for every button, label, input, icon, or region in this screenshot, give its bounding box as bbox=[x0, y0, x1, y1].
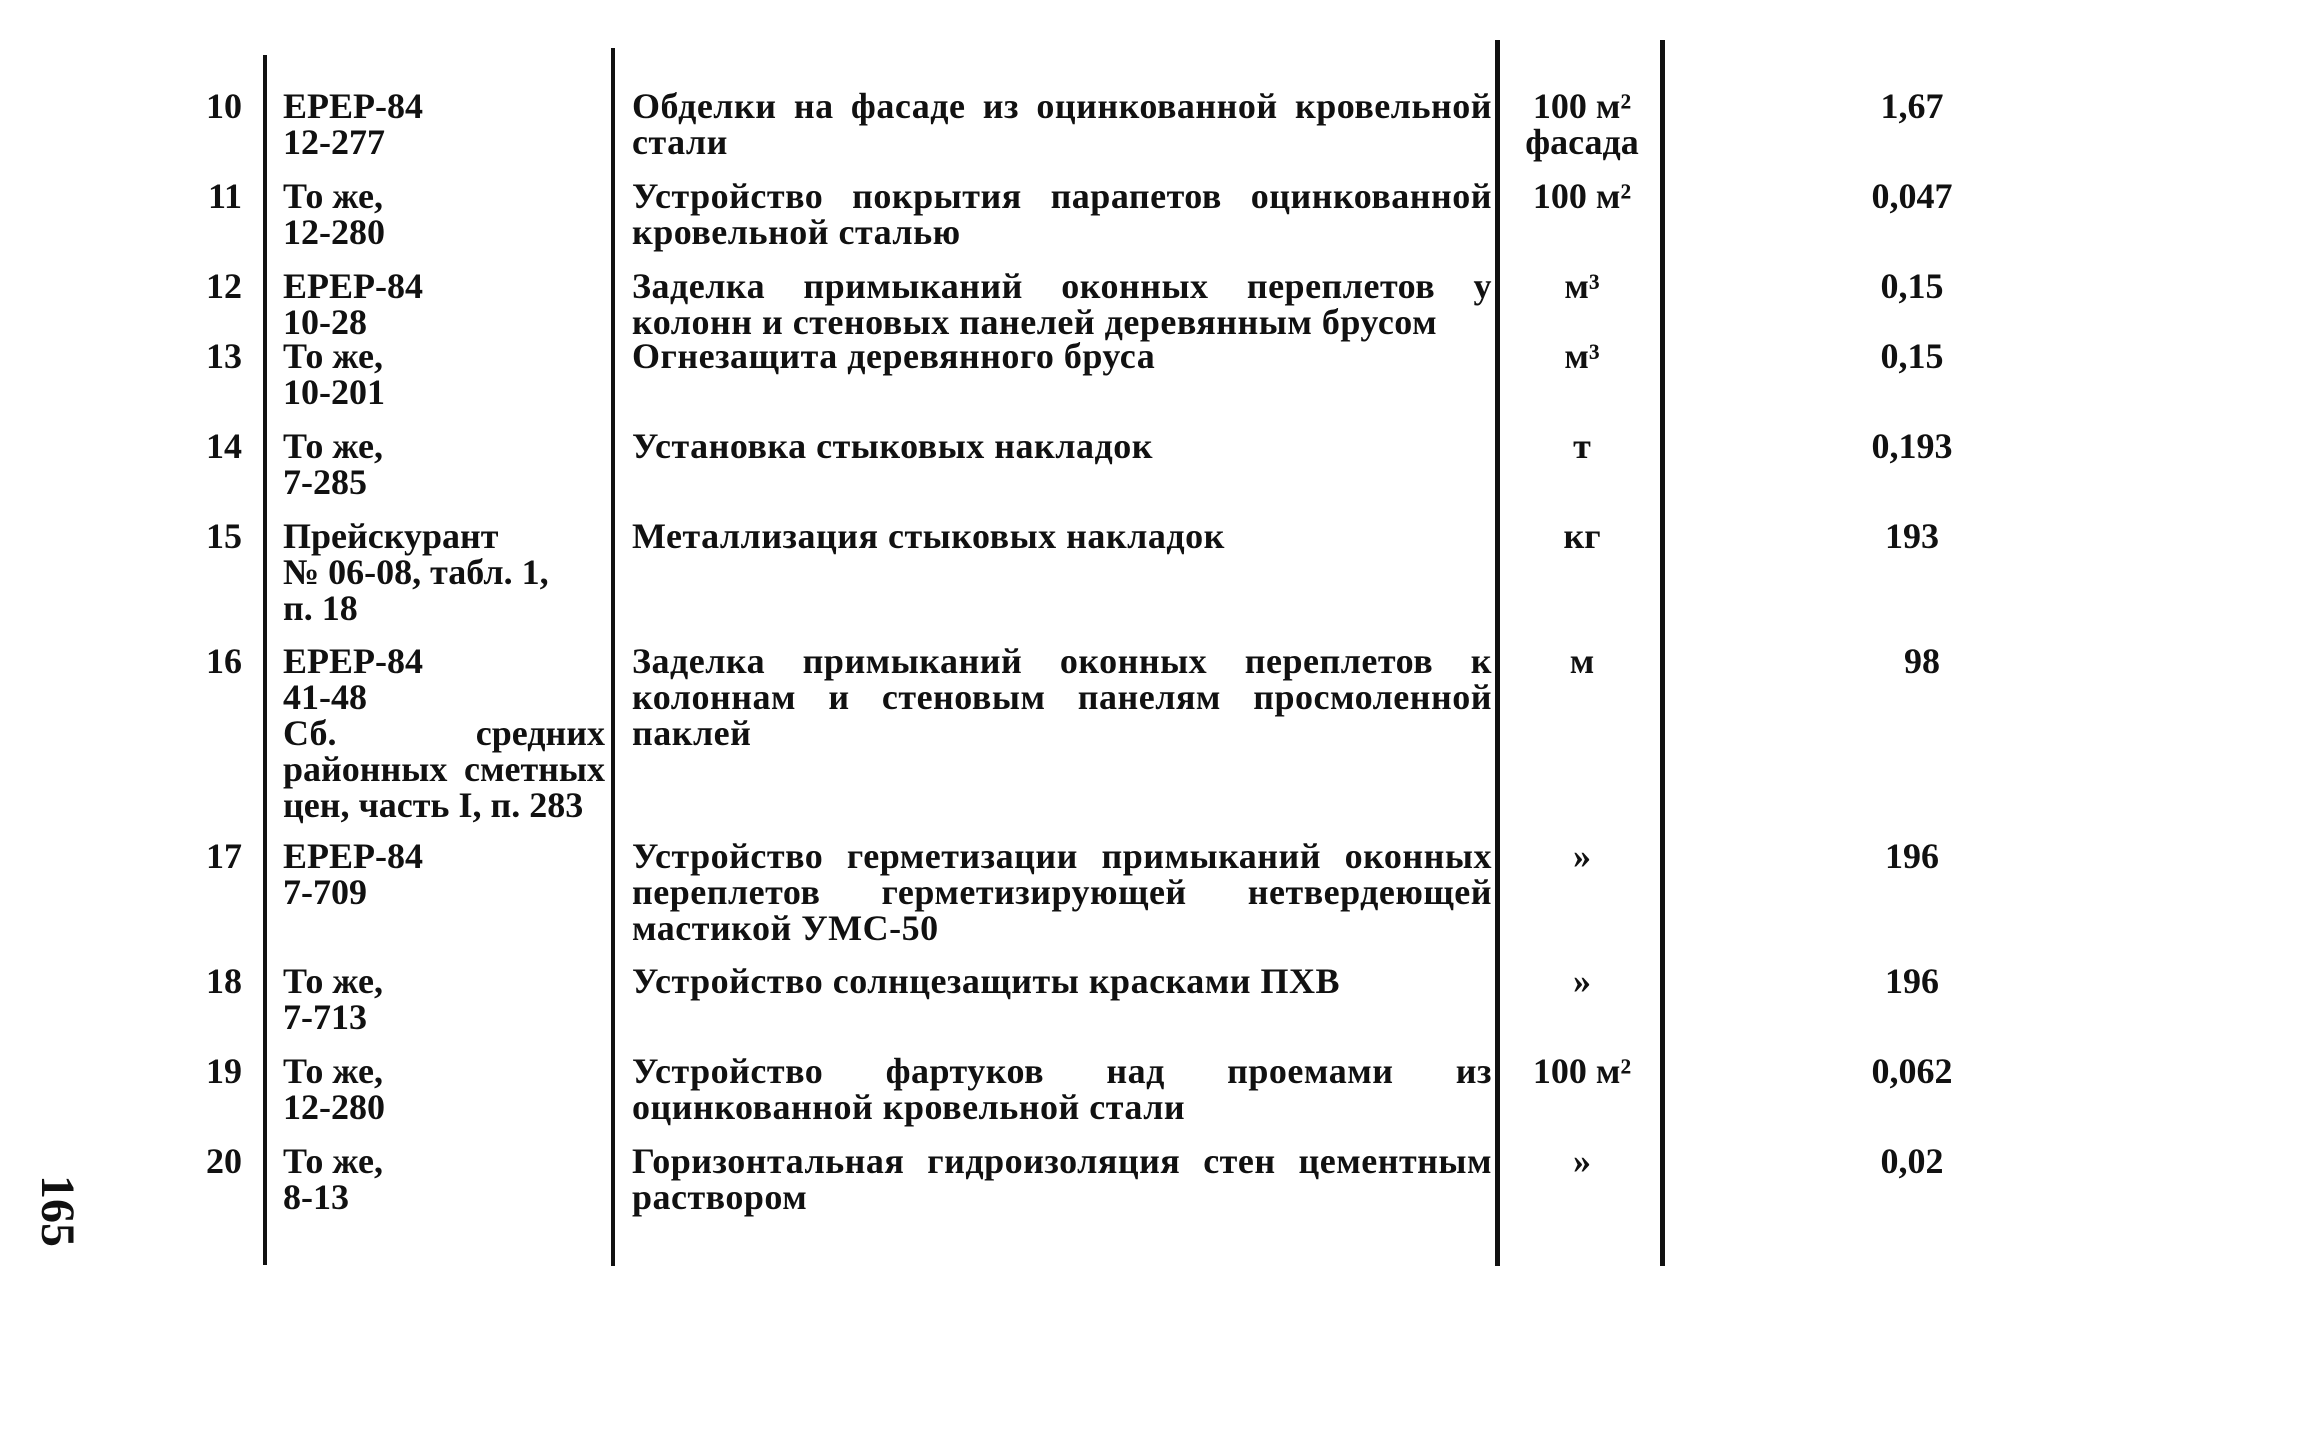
row-10-number: 10 bbox=[206, 86, 242, 126]
row-15-quantity: 193 bbox=[1885, 516, 1939, 556]
row-13-description: Огнезащита деревянного бруса bbox=[632, 336, 1156, 376]
row-17-number: 17 bbox=[206, 836, 242, 876]
row-15-unit: кг bbox=[1563, 516, 1601, 556]
row-15-source: Прейскурант № 06-08, табл. 1, п. 18 bbox=[283, 516, 549, 628]
row-20-description: Горизонтальная гидроизоляция стен цементным раствором bbox=[632, 1141, 1492, 1217]
row-12-source: ЕРЕР-84 10-28 bbox=[283, 266, 423, 342]
row-16-source: ЕРЕР-84 41-48 Сб. средних районных сметных цен, часть I, п. 283 bbox=[283, 641, 605, 825]
row-19-source: То же, 12-280 bbox=[283, 1051, 385, 1127]
row-10-quantity: 1,67 bbox=[1880, 86, 1944, 126]
row-13-source: То же, 10-201 bbox=[283, 336, 385, 412]
row-12-quantity: 0,15 bbox=[1880, 266, 1944, 306]
row-13-unit: м³ bbox=[1564, 336, 1600, 376]
row-11-description: Устройство покрытия парапетов оцинкованной кровельной сталью bbox=[632, 176, 1492, 252]
row-18-description: Устройство солнцезащиты красками ПХВ bbox=[632, 961, 1341, 1001]
row-14-description: Установка стыковых накладок bbox=[632, 426, 1153, 466]
row-16-description: Заделка примыканий оконных переплетов к колоннам и стеновым панелям просмоленной паклей bbox=[632, 641, 1492, 753]
row-19-unit: 100 м² bbox=[1532, 1051, 1632, 1091]
row-17-source: ЕРЕР-84 7-709 bbox=[283, 836, 423, 912]
row-10-unit: 100 м² фасада bbox=[1525, 86, 1639, 162]
row-19-quantity: 0,062 bbox=[1871, 1051, 1953, 1091]
row-12-number: 12 bbox=[206, 266, 242, 306]
row-13-number: 13 bbox=[206, 336, 242, 376]
row-10-source: ЕРЕР-84 12-277 bbox=[283, 86, 423, 162]
row-20-source: То же, 8-13 bbox=[283, 1141, 384, 1217]
row-12-description: Заделка примыканий оконных переплетов у колонн и стеновых панелей деревянным брусом bbox=[632, 266, 1492, 342]
row-14-quantity: 0,193 bbox=[1871, 426, 1953, 466]
row-15-description: Металлизация стыковых накладок bbox=[632, 516, 1225, 556]
row-11-unit: 100 м² bbox=[1532, 176, 1632, 216]
row-18-number: 18 bbox=[206, 961, 242, 1001]
row-15-number: 15 bbox=[206, 516, 242, 556]
row-11-quantity: 0,047 bbox=[1871, 176, 1953, 216]
row-20-unit: » bbox=[1573, 1141, 1591, 1181]
row-13-quantity: 0,15 bbox=[1880, 336, 1944, 376]
row-14-number: 14 bbox=[206, 426, 242, 466]
row-20-quantity: 0,02 bbox=[1880, 1141, 1944, 1181]
row-12-unit: м³ bbox=[1564, 266, 1600, 306]
row-20-number: 20 bbox=[206, 1141, 242, 1181]
row-18-quantity: 196 bbox=[1885, 961, 1939, 1001]
row-14-source: То же, 7-285 bbox=[283, 426, 384, 502]
row-14-unit: т bbox=[1573, 426, 1591, 466]
row-19-number: 19 bbox=[206, 1051, 242, 1091]
row-16-unit: м bbox=[1569, 641, 1595, 681]
row-17-description: Устройство герметизации примыканий оконных переплетов герметизирующей нетвердеющей мастикой УМС-50 bbox=[632, 836, 1492, 948]
column-divider-description bbox=[1495, 40, 1500, 1266]
column-divider-left bbox=[263, 55, 267, 1265]
row-17-unit: » bbox=[1573, 836, 1591, 876]
row-18-source: То же, 7-713 bbox=[283, 961, 384, 1037]
row-18-unit: » bbox=[1573, 961, 1591, 1001]
row-11-number: 11 bbox=[207, 176, 242, 216]
row-16-quantity: 98 bbox=[1904, 641, 1940, 681]
row-17-quantity: 196 bbox=[1885, 836, 1939, 876]
row-11-source: То же, 12-280 bbox=[283, 176, 385, 252]
page-number: 165 bbox=[31, 1175, 84, 1247]
row-16-number: 16 bbox=[206, 641, 242, 681]
row-19-description: Устройство фартуков над проемами из оцинкованной кровельной стали bbox=[632, 1051, 1492, 1127]
row-10-description: Обделки на фасаде из оцинкованной кровельной стали bbox=[632, 86, 1492, 162]
